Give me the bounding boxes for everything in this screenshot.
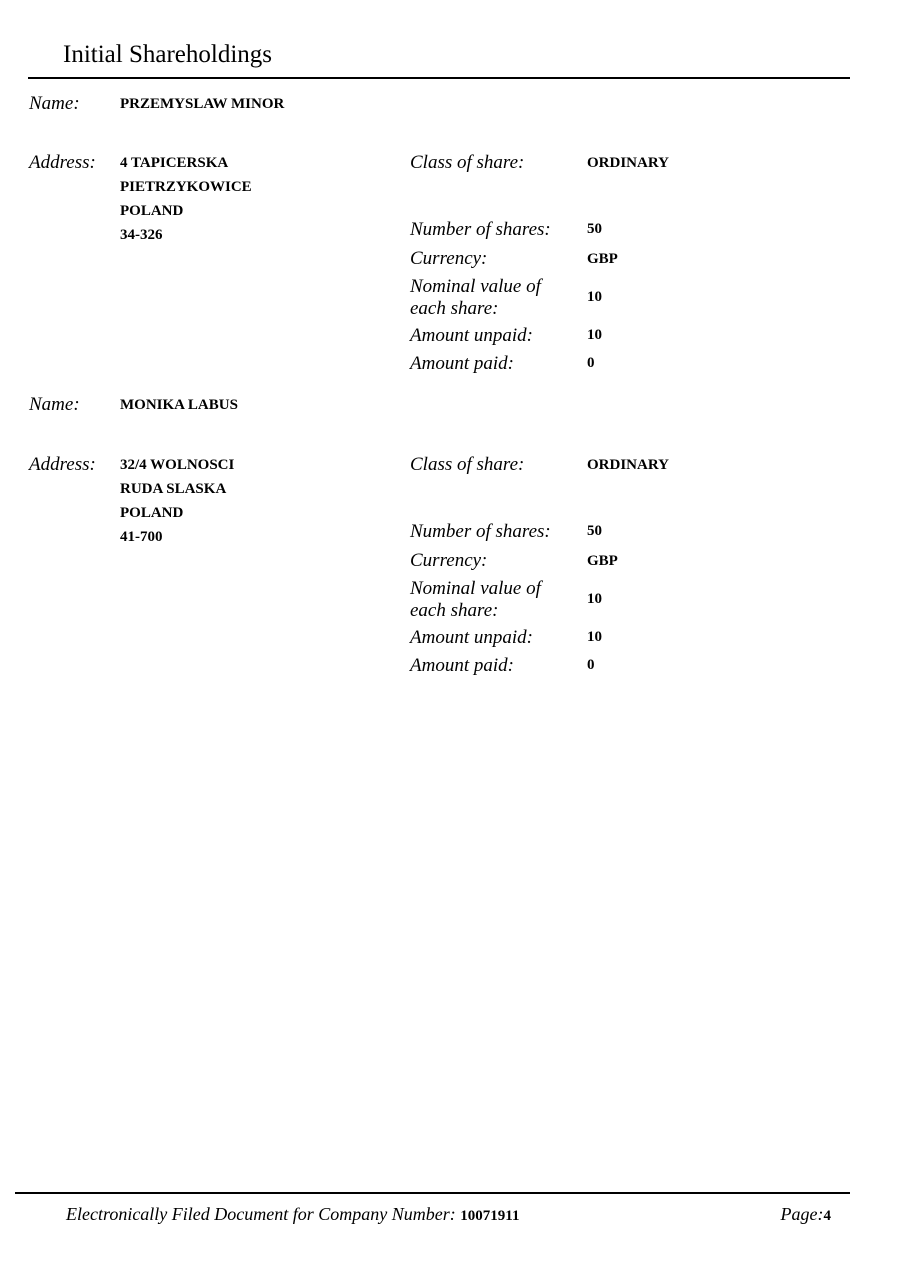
currency-value: GBP bbox=[587, 251, 618, 267]
shareholder-address bbox=[120, 453, 234, 549]
currency-value: GBP bbox=[587, 553, 618, 569]
amount-paid-value: 0 bbox=[587, 355, 595, 371]
page-number: 4 bbox=[823, 1208, 831, 1224]
number-of-shares-label: Number of shares: bbox=[410, 219, 551, 240]
footer-rule bbox=[15, 1192, 850, 1194]
address-line: POLAND bbox=[120, 505, 184, 521]
address-line: RUDA SLASKA bbox=[120, 481, 227, 497]
address-label: Address: bbox=[29, 152, 96, 173]
amount-paid-label: Amount paid: bbox=[410, 353, 514, 374]
page-indicator bbox=[781, 1202, 831, 1228]
address-label: Address: bbox=[29, 454, 96, 475]
amount-unpaid-value: 10 bbox=[587, 327, 602, 343]
name-label: Name: bbox=[29, 93, 80, 114]
amount-paid-label: Amount paid: bbox=[410, 655, 514, 676]
shareholder-address bbox=[120, 151, 252, 247]
header-rule bbox=[28, 77, 850, 79]
nominal-value-label: Nominal value of each share: bbox=[410, 276, 541, 319]
class-of-share-value: ORDINARY bbox=[587, 155, 669, 171]
company-number: 10071911 bbox=[460, 1208, 520, 1224]
page-title: Initial Shareholdings bbox=[63, 41, 272, 68]
amount-unpaid-value: 10 bbox=[587, 629, 602, 645]
class-of-share-value: ORDINARY bbox=[587, 457, 669, 473]
shareholder-name: PRZEMYSLAW MINOR bbox=[120, 96, 285, 112]
class-of-share-label: Class of share: bbox=[410, 454, 525, 475]
address-line: POLAND bbox=[120, 203, 184, 219]
class-of-share-label: Class of share: bbox=[410, 152, 525, 173]
address-line: 34-326 bbox=[120, 227, 163, 243]
number-of-shares-value: 50 bbox=[587, 221, 602, 237]
amount-paid-value: 0 bbox=[587, 657, 595, 673]
footer-filing-note bbox=[66, 1202, 519, 1228]
address-line: 32/4 WOLNOSCI bbox=[120, 457, 235, 473]
page-label: Page: bbox=[780, 1204, 824, 1224]
footer-text: Electronically Filed Document for Company Number: bbox=[66, 1204, 456, 1224]
amount-unpaid-label: Amount unpaid: bbox=[410, 325, 533, 346]
nominal-value-label: Nominal value of each share: bbox=[410, 578, 541, 621]
nominal-value-value: 10 bbox=[587, 289, 602, 305]
amount-unpaid-label: Amount unpaid: bbox=[410, 627, 533, 648]
name-label: Name: bbox=[29, 394, 80, 415]
address-line: PIETRZYKOWICE bbox=[120, 179, 252, 195]
shareholder-name: MONIKA LABUS bbox=[120, 397, 238, 413]
nominal-value-value: 10 bbox=[587, 591, 602, 607]
address-line: 41-700 bbox=[120, 529, 163, 545]
address-line: 4 TAPICERSKA bbox=[120, 155, 229, 171]
number-of-shares-label: Number of shares: bbox=[410, 521, 551, 542]
number-of-shares-value: 50 bbox=[587, 523, 602, 539]
currency-label: Currency: bbox=[410, 550, 488, 571]
currency-label: Currency: bbox=[410, 248, 488, 269]
